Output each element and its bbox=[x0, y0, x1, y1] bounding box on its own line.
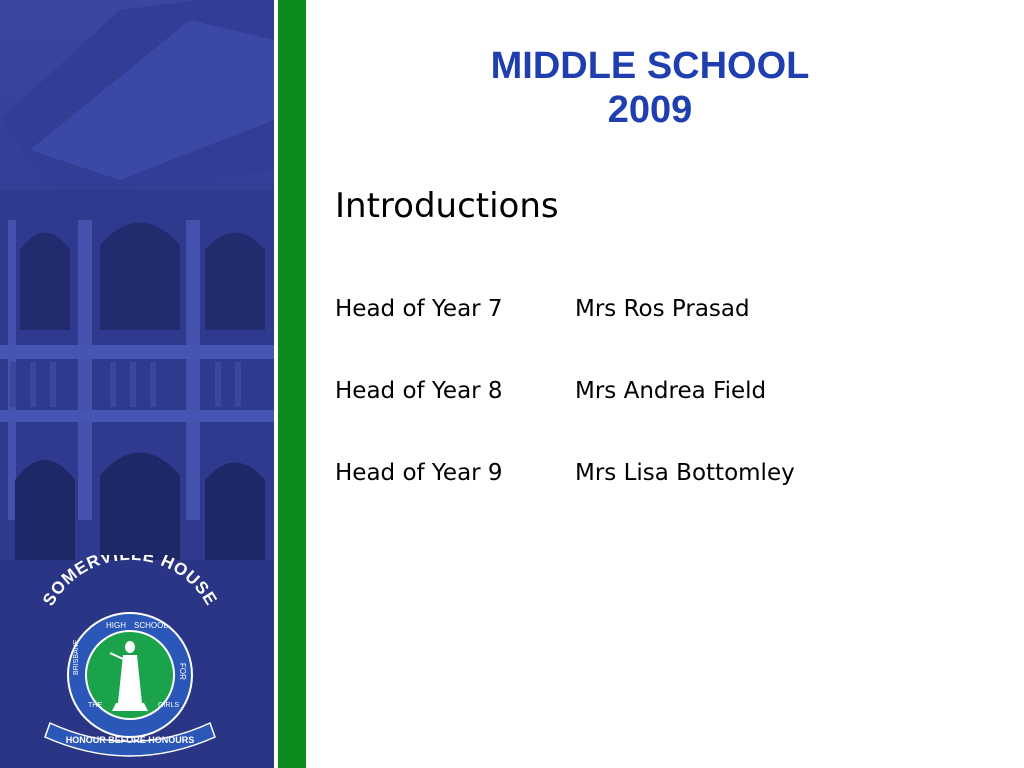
list-item bbox=[335, 296, 795, 378]
role-label: Head of Year 9 bbox=[335, 460, 503, 486]
person-name: Mrs Lisa Bottomley bbox=[575, 460, 795, 486]
list-item bbox=[335, 378, 795, 460]
list-item bbox=[335, 460, 795, 542]
svg-text:HONOUR BEFORE HONOURS: HONOUR BEFORE HONOURS bbox=[65, 735, 195, 745]
green-divider-bar bbox=[278, 0, 306, 768]
svg-text:BRISBANE: BRISBANE bbox=[73, 639, 80, 675]
svg-text:HIGH: HIGH bbox=[106, 621, 126, 630]
role-label: Head of Year 8 bbox=[335, 378, 503, 404]
slide-title bbox=[330, 44, 970, 132]
svg-text:SOMERVILLE HOUSE: SOMERVI E HOUSE bbox=[39, 555, 221, 610]
title-line-2: 2009 bbox=[607, 89, 693, 131]
title-line-1: MIDDLE SCHOOL bbox=[490, 45, 810, 87]
person-name: Mrs Andrea Field bbox=[575, 378, 767, 404]
somerville-house-crest-logo bbox=[30, 555, 230, 760]
svg-text:SCHOOL: SCHOOL bbox=[134, 621, 168, 630]
person-name: Mrs Ros Prasad bbox=[575, 296, 750, 322]
role-label: Head of Year 7 bbox=[335, 296, 503, 322]
svg-text:GIRLS: GIRLS bbox=[158, 702, 180, 709]
svg-text:FOR: FOR bbox=[178, 663, 187, 680]
introductions-list bbox=[335, 296, 795, 542]
svg-text:THE: THE bbox=[88, 702, 102, 709]
section-heading: Introductions bbox=[335, 186, 559, 226]
